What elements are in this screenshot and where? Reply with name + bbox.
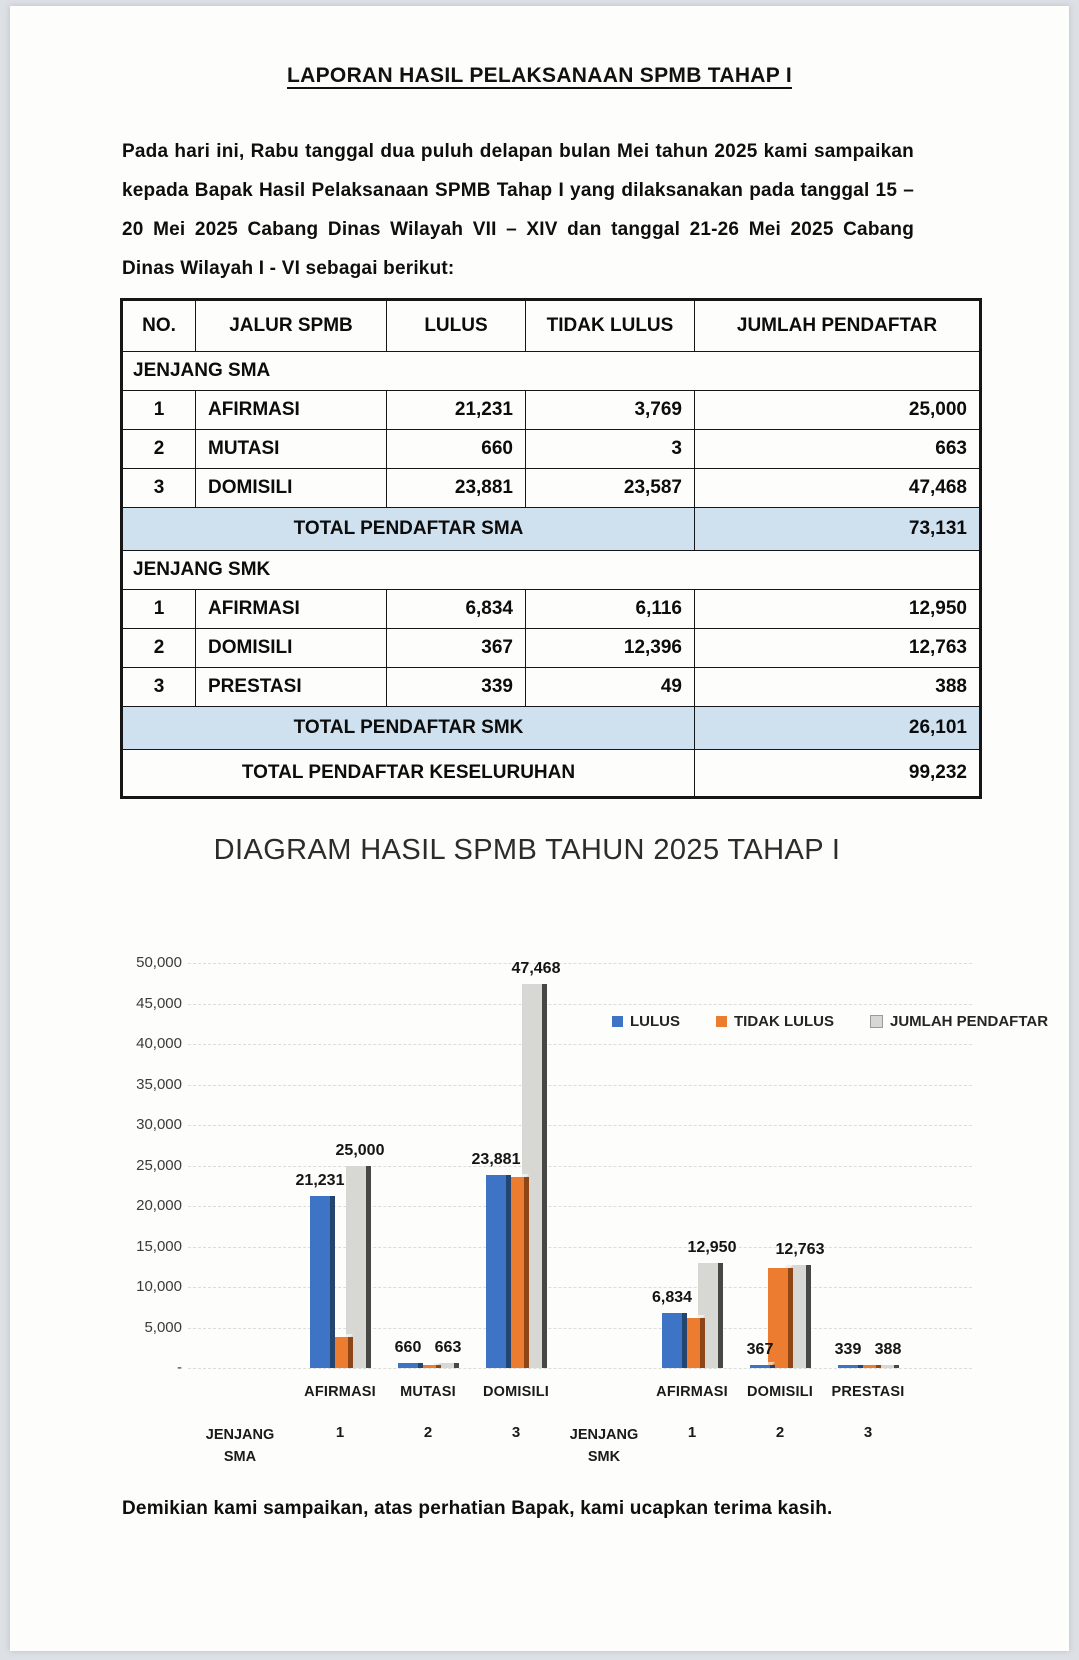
gridline [188, 1125, 972, 1126]
cell-tidak-lulus: 3 [526, 430, 695, 469]
cell-jalur: PRESTASI [196, 668, 387, 707]
results-table-body [122, 352, 981, 798]
table-total-row [122, 508, 981, 551]
bar-lulus [310, 1196, 335, 1368]
bar-lulus [398, 1363, 423, 1368]
axis-group-label [192, 1424, 288, 1468]
table-section-row [122, 551, 981, 590]
table-row [122, 590, 981, 629]
gridline [188, 1085, 972, 1086]
cell-jalur: MUTASI [196, 430, 387, 469]
legend-label: TIDAK LULUS [734, 1013, 834, 1030]
cell-jumlah: 388 [695, 668, 981, 707]
table-header-cell: TIDAK LULUS [526, 300, 695, 352]
bar-value-label-lulus: 23,881 [471, 1150, 521, 1168]
axis-category-label: AFIRMASI [304, 1384, 376, 1400]
axis-group-label-line1: JENJANG [569, 1427, 639, 1443]
cell-jumlah: 663 [695, 430, 981, 469]
axis-category-number: 2 [423, 1424, 433, 1441]
y-axis-tick-label: - [177, 1359, 182, 1376]
total-label-cell: TOTAL PENDAFTAR SMK [122, 707, 695, 750]
y-axis-tick-label: 5,000 [144, 1318, 182, 1336]
legend-swatch-tidak_lulus [716, 1016, 727, 1027]
axis-category-number: 1 [335, 1424, 345, 1441]
legend-item-tidak_lulus [716, 1013, 834, 1030]
axis-category-label: AFIRMASI [656, 1384, 728, 1400]
legend-swatch-lulus [612, 1016, 623, 1027]
document-title [0, 64, 1079, 88]
total-value-cell: 73,131 [695, 508, 981, 551]
bar-value-label-lulus: 367 [746, 1341, 774, 1358]
axis-category-number: 2 [775, 1424, 785, 1441]
cell-lulus: 21,231 [387, 391, 526, 430]
gridline [188, 1287, 972, 1288]
cell-jalur: AFIRMASI [196, 391, 387, 430]
intro-paragraph: Pada hari ini, Rabu tanggal dua puluh delapan bulan Mei tahun 2025 kami sampaikan kepada Bapak Hasil Pelaksanaan SPMB Tahap I yang dilaksanakan pada tanggal 15 – 20 Mei 2025 Cabang Dinas Wilayah VII – XIV dan tanggal 21-26 Mei 2025 Cabang Dinas Wilayah I - VI sebagai berikut: [122, 141, 914, 279]
axis-category-number: 1 [687, 1424, 697, 1441]
cell-tidak-lulus: 49 [526, 668, 695, 707]
table-section-row [122, 352, 981, 391]
cell-tidak-lulus: 6,116 [526, 590, 695, 629]
document-title-text: LAPORAN HASIL PELAKSANAAN SPMB TAHAP I [287, 64, 792, 87]
table-row [122, 430, 981, 469]
gridline [188, 1044, 972, 1045]
gridline [188, 1368, 972, 1369]
cell-lulus: 339 [387, 668, 526, 707]
total-value-cell: 26,101 [695, 707, 981, 750]
axis-category-label: DOMISILI [482, 1384, 550, 1400]
gridline [188, 1166, 972, 1167]
cell-lulus: 6,834 [387, 590, 526, 629]
cell-no: 3 [122, 668, 196, 707]
table-header-row [122, 300, 981, 352]
bar-value-label-jumlah: 388 [874, 1340, 902, 1358]
cell-no: 2 [122, 629, 196, 668]
cell-tidak-lulus: 3,769 [526, 391, 695, 430]
bar-value-label-jumlah: 663 [434, 1338, 462, 1356]
bar-lulus [662, 1313, 687, 1368]
cell-lulus: 367 [387, 629, 526, 668]
table-header-cell: NO. [122, 300, 196, 352]
cell-jalur: DOMISILI [196, 469, 387, 508]
legend-item-jumlah_pendaftar [870, 1013, 1048, 1030]
axis-category-number: 3 [511, 1424, 521, 1441]
y-axis-tick-label: 15,000 [136, 1237, 182, 1255]
cell-jumlah: 47,468 [695, 469, 981, 508]
cell-no: 3 [122, 469, 196, 508]
table-section-title: JENJANG SMK [122, 551, 981, 590]
results-table-head [122, 300, 981, 352]
bar-value-label-jumlah: 47,468 [511, 959, 561, 977]
y-axis-tick-label: 40,000 [136, 1035, 182, 1052]
table-header-cell: JUMLAH PENDAFTAR [695, 300, 981, 352]
bar-value-label-jumlah: 12,950 [687, 1239, 737, 1257]
y-axis-tick-label: 25,000 [136, 1156, 182, 1174]
axis-group-label-line2: SMA [223, 1449, 257, 1465]
table-row [122, 668, 981, 707]
gridline [188, 1247, 972, 1248]
y-axis-tick-label: 35,000 [136, 1075, 182, 1093]
legend-swatch-jumlah_pendaftar [870, 1015, 883, 1028]
cell-jumlah: 12,763 [695, 629, 981, 668]
table-header-cell: LULUS [387, 300, 526, 352]
bar-value-label-lulus: 660 [394, 1338, 422, 1356]
bar-value-label-lulus: 339 [834, 1341, 862, 1358]
legend-label: JUMLAH PENDAFTAR [890, 1013, 1049, 1030]
cell-jumlah: 12,950 [695, 590, 981, 629]
gridline [188, 1004, 972, 1005]
grand-total-value-cell: 99,232 [695, 750, 981, 798]
bar-value-label-jumlah: 25,000 [335, 1141, 385, 1159]
axis-category-label: DOMISILI [746, 1384, 814, 1400]
axis-category-label: MUTASI [400, 1384, 456, 1400]
legend-label: LULUS [630, 1013, 680, 1030]
y-axis-tick-label: 45,000 [136, 994, 182, 1012]
cell-jumlah: 25,000 [695, 391, 981, 430]
closing-paragraph: Demikian kami sampaikan, atas perhatian Bapak, kami ucapkan terima kasih. [122, 1498, 833, 1519]
cell-no: 2 [122, 430, 196, 469]
y-axis-tick-label: 50,000 [136, 954, 182, 971]
bar-lulus [838, 1365, 863, 1368]
axis-group-label-line2: SMK [587, 1449, 621, 1465]
cell-lulus: 660 [387, 430, 526, 469]
table-row [122, 391, 981, 430]
cell-jalur: AFIRMASI [196, 590, 387, 629]
chart-legend [612, 1013, 1048, 1030]
bar-lulus [750, 1365, 775, 1368]
bar-value-label-lulus: 21,231 [295, 1172, 345, 1190]
chart-title: DIAGRAM HASIL SPMB TAHUN 2025 TAHAP I [213, 834, 841, 866]
bar-value-label-jumlah: 12,763 [775, 1240, 825, 1258]
cell-jalur: DOMISILI [196, 629, 387, 668]
cell-tidak-lulus: 12,396 [526, 629, 695, 668]
total-label-cell: TOTAL PENDAFTAR SMA [122, 508, 695, 551]
y-axis-tick-label: 10,000 [136, 1278, 182, 1295]
axis-group-label-line1: JENJANG [205, 1427, 275, 1443]
axis-category-number: 3 [863, 1424, 873, 1441]
cell-no: 1 [122, 590, 196, 629]
axis-category-label: PRESTASI [831, 1384, 905, 1400]
axis-group-label [556, 1424, 652, 1468]
grand-total-label-cell: TOTAL PENDAFTAR KESELURUHAN [122, 750, 695, 798]
bar-value-label-lulus: 6,834 [651, 1288, 693, 1306]
cell-tidak-lulus: 23,587 [526, 469, 695, 508]
table-row [122, 469, 981, 508]
cell-lulus: 23,881 [387, 469, 526, 508]
gridline [188, 1206, 972, 1207]
table-section-title: JENJANG SMA [122, 352, 981, 391]
y-axis-tick-label: 30,000 [136, 1116, 182, 1133]
table-grand-total-row [122, 750, 981, 798]
table-total-row [122, 707, 981, 750]
cell-no: 1 [122, 391, 196, 430]
legend-item-lulus [612, 1013, 680, 1030]
gridline [188, 1328, 972, 1329]
table-header-cell: JALUR SPMB [196, 300, 387, 352]
results-table [120, 298, 982, 799]
table-row [122, 629, 981, 668]
spmb-bar-chart [120, 828, 1049, 1488]
y-axis-tick-label: 20,000 [136, 1197, 182, 1214]
